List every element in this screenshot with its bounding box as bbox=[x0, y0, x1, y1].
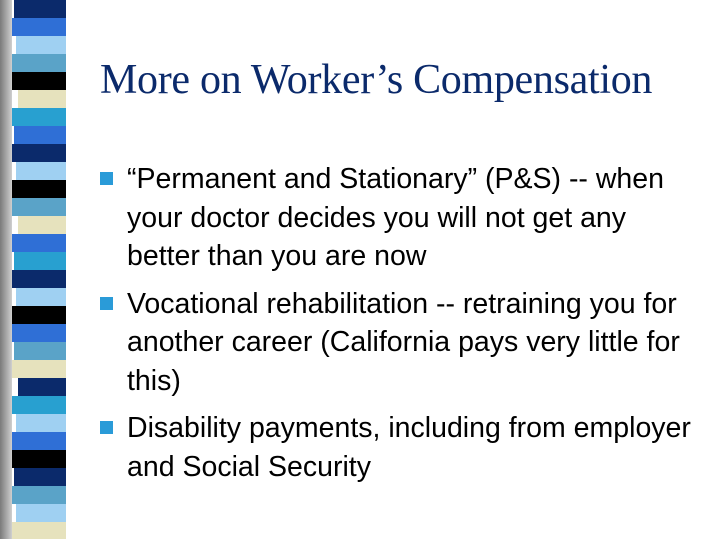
strip-segment bbox=[10, 18, 66, 36]
strip-segment bbox=[14, 0, 66, 18]
strip-segment bbox=[8, 54, 66, 72]
strip-segment bbox=[8, 432, 66, 450]
slide-title: More on Worker’s Compensation bbox=[100, 57, 653, 103]
strip-segment bbox=[16, 36, 66, 54]
strip-segment bbox=[14, 468, 66, 486]
strip-segment bbox=[10, 396, 66, 414]
strip-segment bbox=[8, 144, 66, 162]
strip-segment bbox=[10, 108, 66, 126]
decorative-side-strip bbox=[0, 0, 72, 539]
square-bullet-icon bbox=[100, 172, 113, 185]
strip-segment bbox=[12, 180, 66, 198]
bullet-item bbox=[100, 285, 700, 401]
strip-segment bbox=[12, 72, 66, 90]
strip-segment bbox=[18, 378, 66, 396]
strip-segment bbox=[10, 306, 66, 324]
strip-segment bbox=[16, 288, 66, 306]
square-bullet-icon bbox=[100, 297, 113, 310]
strip-segment bbox=[12, 522, 66, 539]
strip-segment bbox=[8, 234, 66, 252]
square-bullet-icon bbox=[100, 421, 113, 434]
strip-segment bbox=[8, 324, 66, 342]
strip-segment bbox=[16, 414, 66, 432]
strip-segment bbox=[18, 90, 66, 108]
strip-segment bbox=[10, 486, 66, 504]
strip-segment bbox=[14, 252, 66, 270]
bullet-text: “Permanent and Stationary” (P&S) -- when your doctor decides you will not get any better than you are now bbox=[127, 163, 664, 272]
strip-segment bbox=[16, 504, 66, 522]
bullet-item bbox=[100, 409, 700, 486]
strip-segment bbox=[12, 270, 66, 288]
strip-segment bbox=[18, 216, 66, 234]
strip-segment bbox=[10, 198, 66, 216]
bullet-text: Vocational rehabilitation -- retraining you for another career (California pays very little for this) bbox=[127, 287, 680, 397]
strip-segment bbox=[14, 126, 66, 144]
strip-segment bbox=[12, 360, 66, 378]
strip-segment bbox=[14, 342, 66, 360]
bullet-text: Disability payments, including from employer and Social Security bbox=[127, 412, 691, 483]
bullet-item bbox=[100, 160, 700, 276]
bullet-list bbox=[100, 160, 700, 486]
strip-segment bbox=[16, 162, 66, 180]
strip-shadow bbox=[0, 0, 12, 539]
strip-segment bbox=[12, 450, 66, 468]
